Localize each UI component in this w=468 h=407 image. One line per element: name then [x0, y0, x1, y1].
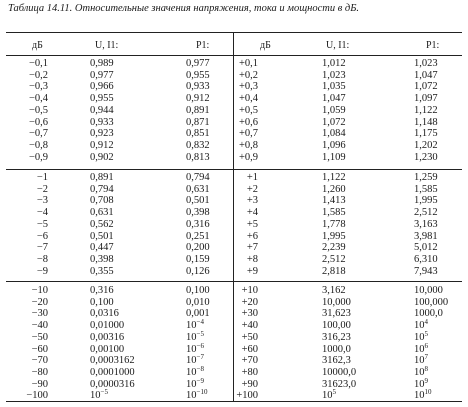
table-cell: 1,096	[322, 139, 346, 151]
table-cell: 0,966	[90, 81, 114, 93]
table-cell: −9	[36, 265, 48, 277]
table-cell: $10^5$	[322, 388, 336, 402]
table-cell: 1,585	[322, 207, 346, 219]
table-cell: −0,1	[28, 58, 48, 69]
table-cell: 1,778	[322, 218, 346, 230]
table-cell: 10,000	[414, 285, 443, 296]
table-cell: −20	[31, 296, 48, 308]
table-cell: 1000,0	[322, 343, 351, 355]
table-cell: −90	[31, 378, 48, 390]
table-cell: +1	[246, 172, 258, 183]
table-cell: 0,126	[186, 265, 210, 277]
table-cell: +2	[246, 183, 258, 195]
table-cell: +0,6	[238, 116, 258, 128]
table-cell: +0,1	[238, 58, 258, 69]
table-cell: 1,097	[414, 93, 438, 105]
table-cell: 1,230	[414, 151, 438, 163]
table-cell: +9	[246, 265, 258, 277]
table-cell: 0,891	[90, 172, 114, 183]
table-cell: 0,794	[186, 172, 210, 183]
header-db-left: дБ	[32, 40, 43, 51]
table-cell: +70	[241, 355, 258, 367]
table-cell: $10^{-4}$	[186, 318, 204, 332]
table-cell: −30	[31, 308, 48, 320]
table-cell: 1,012	[322, 58, 346, 69]
table-cell: 3,163	[414, 218, 438, 230]
table-cell: +0,8	[238, 139, 258, 151]
table-cell: 31,623	[322, 308, 351, 320]
table-cell: 0,631	[186, 183, 210, 195]
table-cell: 1000,0	[414, 308, 443, 320]
table-cell: $10^8$	[414, 364, 428, 378]
table-cell: 100,00	[322, 320, 351, 332]
table-cell: $10^{-9}$	[186, 376, 204, 390]
table-cell: 0,001	[186, 308, 210, 320]
table-cell: 100,000	[414, 296, 449, 308]
table-cell: 1,084	[322, 128, 346, 140]
header-ui-right: U, I1:	[326, 40, 350, 51]
table-cell: 316,23	[322, 331, 351, 343]
table-cell: 2,512	[322, 253, 346, 265]
header-p-left: P1:	[196, 40, 210, 51]
table-cell: 0,902	[90, 151, 114, 163]
table-cell: −0,7	[28, 128, 48, 140]
table-cell: 0,955	[186, 69, 210, 81]
table-cell: +8	[246, 253, 258, 265]
table-cell: −0,3	[28, 81, 48, 93]
table-cell: 0,010	[186, 296, 210, 308]
table-cell: 1,035	[322, 81, 346, 93]
table-cell: 1,259	[414, 172, 438, 183]
table-cell: 1,072	[322, 116, 346, 128]
table-cell: +80	[241, 366, 258, 378]
table-cell: −80	[31, 366, 48, 378]
table-cell: $10^4$	[414, 318, 428, 332]
table-cell: +50	[241, 331, 258, 343]
table-cell: $10^7$	[414, 353, 428, 367]
table-cell: 0,977	[90, 69, 114, 81]
table-cell: +0,4	[238, 93, 258, 105]
table-cell: −70	[31, 355, 48, 367]
table-cell: 0,977	[186, 58, 210, 69]
table-cell: 0,355	[90, 265, 114, 277]
table-cell: 7,943	[414, 265, 438, 277]
table-cell: 1,585	[414, 183, 438, 195]
table-cell: 0,912	[186, 93, 210, 105]
table-cell: 0,912	[90, 139, 114, 151]
table-cell: −2	[36, 183, 48, 195]
table-cell: +30	[241, 308, 258, 320]
table-cell: 0,0316	[90, 308, 119, 320]
table-cell: 0,251	[186, 230, 210, 242]
table-cell: 1,202	[414, 139, 438, 151]
table-cell: $10^{-5}$	[186, 329, 204, 343]
table-cell: +0,5	[238, 104, 258, 116]
table-cell: $10^9$	[414, 376, 428, 390]
table-cell: +4	[246, 207, 258, 219]
table-cell: −3	[36, 195, 48, 207]
table-cell: 0,923	[90, 128, 114, 140]
table-cell: 1,995	[414, 195, 438, 207]
table-cell: $10^{-5}$	[90, 388, 108, 402]
table-cell: +5	[246, 218, 258, 230]
table-cell: +100	[236, 390, 258, 402]
table-cell: 2,512	[414, 207, 438, 219]
table-cell: −10	[31, 285, 48, 296]
table-cell: 0,0000316	[90, 378, 135, 390]
table-cell: +40	[241, 320, 258, 332]
table-cell: 0,989	[90, 58, 114, 69]
table-cell: 1,122	[322, 172, 346, 183]
table-cell: 0,813	[186, 151, 210, 163]
table-cell: +7	[246, 242, 258, 254]
table-cell: 0,933	[186, 81, 210, 93]
table-cell: 0,100	[90, 296, 114, 308]
table-cell: −6	[36, 230, 48, 242]
table-cell: 0,708	[90, 195, 114, 207]
table-cell: 1,413	[322, 195, 346, 207]
table-cell: 1,047	[322, 93, 346, 105]
table-cell: 0,832	[186, 139, 210, 151]
table-cell: 3162,3	[322, 355, 351, 367]
table-cell: 0,955	[90, 93, 114, 105]
table-cell: 1,072	[414, 81, 438, 93]
table-cell: −1	[36, 172, 48, 183]
table-cell: 0,100	[186, 285, 210, 296]
table-cell: −0,6	[28, 116, 48, 128]
table-cell: +20	[241, 296, 258, 308]
table-cell: 10,000	[322, 296, 351, 308]
table-cell: +0,9	[238, 151, 258, 163]
table-cell: −50	[31, 331, 48, 343]
table-cell: 1,047	[414, 69, 438, 81]
header-db-right: дБ	[260, 40, 271, 51]
table-cell: −5	[36, 218, 48, 230]
table-cell: $10^{-8}$	[186, 364, 204, 378]
table-cell: 5,012	[414, 242, 438, 254]
table-cell: 0,933	[90, 116, 114, 128]
table-cell: 1,148	[414, 116, 438, 128]
table-cell: $10^5$	[414, 329, 428, 343]
table-cell: 0,00100	[90, 343, 125, 355]
table-cell: 31623,0	[322, 378, 357, 390]
table-cell: 0,200	[186, 242, 210, 254]
table-cell: −4	[36, 207, 48, 219]
table-cell: −7	[36, 242, 48, 254]
table-cell: 0,501	[186, 195, 210, 207]
table-cell: 1,995	[322, 230, 346, 242]
table-cell: 3,162	[322, 285, 346, 296]
table-cell: −0,9	[28, 151, 48, 163]
table-cell: 1,059	[322, 104, 346, 116]
table-cell: 0,794	[90, 183, 114, 195]
table-cell: −60	[31, 343, 48, 355]
table-cell: $10^{10}$	[414, 388, 432, 402]
table-cell: $10^6$	[414, 341, 428, 355]
table-cell: 0,316	[186, 218, 210, 230]
table-cell: 6,310	[414, 253, 438, 265]
table-cell: 0,316	[90, 285, 114, 296]
table-cell: 0,398	[90, 253, 114, 265]
table-cell: 0,631	[90, 207, 114, 219]
table-cell: 0,159	[186, 253, 210, 265]
table-cell: −0,8	[28, 139, 48, 151]
table-cell: −0,2	[28, 69, 48, 81]
table-cell: 0,0001000	[90, 366, 135, 378]
table-cell: $10^{-10}$	[186, 388, 208, 402]
table-cell: 3,981	[414, 230, 438, 242]
section-rule-2	[6, 281, 462, 282]
header-rule	[6, 55, 462, 56]
table-top-rule	[6, 32, 462, 33]
table-cell: 0,01000	[90, 320, 125, 332]
table-cell: 0,891	[186, 104, 210, 116]
table-cell: +0,7	[238, 128, 258, 140]
table-cell: −8	[36, 253, 48, 265]
table-cell: +0,2	[238, 69, 258, 81]
section-rule-1	[6, 169, 462, 170]
table-cell: 0,501	[90, 230, 114, 242]
table-cell: −0,4	[28, 93, 48, 105]
table-cell: +6	[246, 230, 258, 242]
table-cell: 0,398	[186, 207, 210, 219]
table-cell: +0,3	[238, 81, 258, 93]
table-cell: −40	[31, 320, 48, 332]
table-cell: +3	[246, 195, 258, 207]
table-cell: −100	[26, 390, 48, 402]
table-cell: $10^{-7}$	[186, 353, 204, 367]
table-cell: 0,944	[90, 104, 114, 116]
table-cell: 1,023	[414, 58, 438, 69]
table-cell: 10000,0	[322, 366, 357, 378]
table-cell: 0,00316	[90, 331, 125, 343]
table-cell: $10^{-6}$	[186, 341, 204, 355]
table-cell: 0,851	[186, 128, 210, 140]
table-cell: 1,109	[322, 151, 346, 163]
table-cell: −0,5	[28, 104, 48, 116]
table-cell: 1,122	[414, 104, 438, 116]
table-cell: 0,0003162	[90, 355, 135, 367]
table-cell: 2,818	[322, 265, 346, 277]
table-cell: 0,871	[186, 116, 210, 128]
table-cell: 0,562	[90, 218, 114, 230]
table-caption: Таблица 14.11. Относительные значения напряжения, тока и мощности в дБ.	[8, 3, 360, 14]
table-cell: 2,239	[322, 242, 346, 254]
header-p-right: P1:	[426, 40, 440, 51]
table-cell: 0,447	[90, 242, 114, 254]
table-cell: +60	[241, 343, 258, 355]
table-cell: 1,260	[322, 183, 346, 195]
header-ui-left: U, I1:	[95, 40, 119, 51]
table-cell: 1,175	[414, 128, 438, 140]
table-cell: +90	[241, 378, 258, 390]
table-cell: +10	[241, 285, 258, 296]
table-cell: 1,023	[322, 69, 346, 81]
